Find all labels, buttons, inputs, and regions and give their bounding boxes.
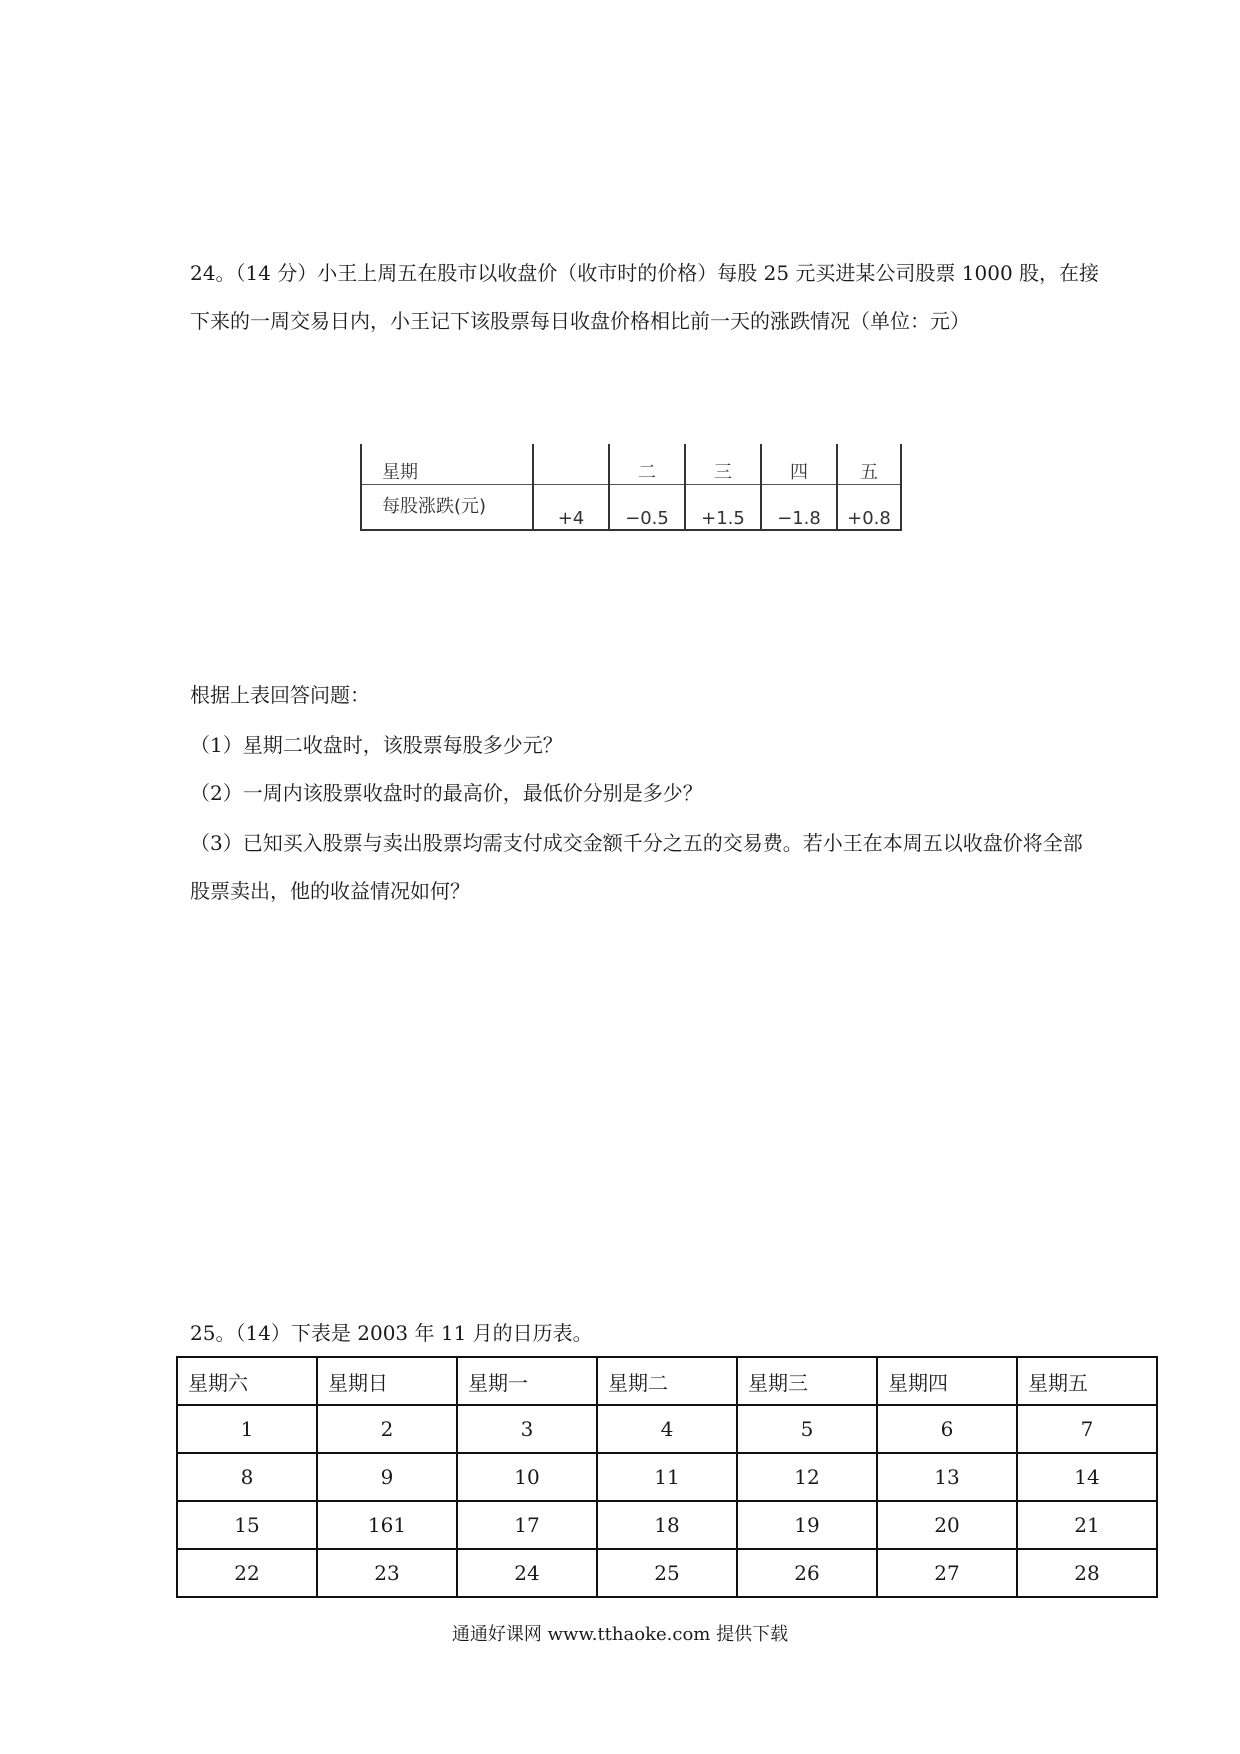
calendar-day-cell: 23 — [317, 1549, 457, 1597]
calendar-day-cell: 19 — [737, 1501, 877, 1549]
calendar-week-row — [177, 1501, 1157, 1549]
calendar-day-cell: 1 — [177, 1405, 317, 1453]
calendar-day-cell: 28 — [1017, 1549, 1157, 1597]
q24-text-line1: 24。（14 分）小王上周五在股市以收盘价（收市时的价格）每股 25 元买进某公司股票 1000 股，在接 — [190, 261, 1100, 285]
stock-table-day: 四 — [761, 444, 837, 485]
calendar-day-cell: 11 — [597, 1453, 737, 1501]
calendar-week-row — [177, 1549, 1157, 1597]
calendar-day-cell: 25 — [597, 1549, 737, 1597]
stock-table-day: 二 — [609, 444, 685, 485]
calendar-day-cell: 6 — [877, 1405, 1017, 1453]
stock-table-value: +1.5 — [685, 485, 761, 531]
calendar-weekday-header: 星期二 — [597, 1357, 737, 1405]
calendar-day-cell: 26 — [737, 1549, 877, 1597]
calendar-day-cell: 9 — [317, 1453, 457, 1501]
stock-table-value: −1.8 — [761, 485, 837, 531]
calendar-day-cell: 8 — [177, 1453, 317, 1501]
calendar-weekday-header: 星期一 — [457, 1357, 597, 1405]
calendar-weekday-header: 星期三 — [737, 1357, 877, 1405]
calendar-weekday-header: 星期日 — [317, 1357, 457, 1405]
calendar-day-cell: 5 — [737, 1405, 877, 1453]
calendar-day-cell: 18 — [597, 1501, 737, 1549]
stock-table-day: 三 — [685, 444, 761, 485]
calendar-header-row — [177, 1357, 1157, 1405]
calendar-day-cell: 27 — [877, 1549, 1017, 1597]
q24-text-line2: 下来的一周交易日内，小王记下该股票每日收盘价格相比前一天的涨跌情况（单位：元） — [190, 309, 970, 333]
calendar-day-cell: 10 — [457, 1453, 597, 1501]
stock-table-value: +0.8 — [837, 485, 901, 531]
calendar-weekday-header: 星期四 — [877, 1357, 1017, 1405]
stock-table-day — [533, 444, 609, 485]
stock-table-header-label: 星期 — [361, 444, 533, 485]
q25-title: 25。（14）下表是 2003 年 11 月的日历表。 — [190, 1321, 593, 1345]
calendar-day-cell: 13 — [877, 1453, 1017, 1501]
calendar-day-cell: 12 — [737, 1453, 877, 1501]
stock-table-value: −0.5 — [609, 485, 685, 531]
stock-table-header-row — [361, 444, 901, 485]
stock-table-value: +4 — [533, 485, 609, 531]
q24-subquestion-2: （2）一周内该股票收盘时的最高价，最低价分别是多少？ — [190, 781, 703, 805]
calendar-table — [176, 1356, 1158, 1598]
calendar-day-cell: 2 — [317, 1405, 457, 1453]
calendar-weekday-header: 星期五 — [1017, 1357, 1157, 1405]
calendar-weekday-header: 星期六 — [177, 1357, 317, 1405]
calendar-day-cell: 7 — [1017, 1405, 1157, 1453]
calendar-day-cell: 17 — [457, 1501, 597, 1549]
stock-table-value-row — [361, 485, 901, 531]
calendar-day-cell: 14 — [1017, 1453, 1157, 1501]
calendar-day-cell: 20 — [877, 1501, 1017, 1549]
q24-prompt: 根据上表回答问题： — [190, 683, 370, 707]
calendar-day-cell: 15 — [177, 1501, 317, 1549]
q24-subquestion-3-line2: 股票卖出，他的收益情况如何？ — [190, 879, 470, 903]
calendar-day-cell: 24 — [457, 1549, 597, 1597]
calendar-day-cell: 3 — [457, 1405, 597, 1453]
calendar-day-cell: 161 — [317, 1501, 457, 1549]
calendar-day-cell: 4 — [597, 1405, 737, 1453]
calendar-week-row — [177, 1453, 1157, 1501]
stock-table-row-label: 每股涨跌(元) — [361, 485, 533, 531]
q24-subquestion-1: （1）星期二收盘时，该股票每股多少元？ — [190, 733, 563, 757]
q24-subquestion-3-line1: （3）已知买入股票与卖出股票均需支付成交金额千分之五的交易费。若小王在本周五以收盘价将全部 — [190, 831, 1083, 855]
page-footer: 通通好课网 www.tthaoke.com 提供下载 — [451, 1624, 789, 1645]
calendar-week-row — [177, 1405, 1157, 1453]
calendar-day-cell: 21 — [1017, 1501, 1157, 1549]
stock-change-table — [360, 444, 902, 531]
stock-table-day: 五 — [837, 444, 901, 485]
calendar-day-cell: 22 — [177, 1549, 317, 1597]
